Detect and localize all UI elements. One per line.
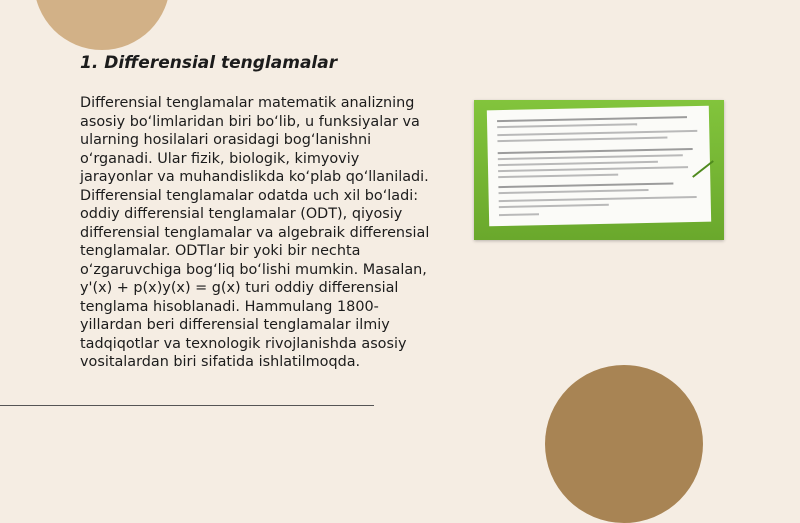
slide-title: 1. Differensial tenglamalar bbox=[80, 53, 338, 73]
divider-line bbox=[0, 405, 374, 406]
slide-body-text: Differensial tenglamalar matematik analizning asosiy bo‘limlaridan biri bo‘lib, u funksiyalar va ularning hosilalari orasidagi bog‘lanishni o‘rganadi. Ular fizik, biologik, kimyoviy jarayonlar va muhandislikda ko‘plab qo‘llaniladi. Differensial tenglamalar odatda uch xil bo‘ladi: oddiy differensial tenglamalar (ODT), qiyosiy differensial tenglamalar va algebraik differensial tenglamalar. ODTlar bir yoki bir nechta o‘zgaruvchiga bog‘liq bo‘lishi mumkin. Masalan, y'(x) + p(x)y(x) = g(x) turi oddiy differensial tenglama hisoblanadi. Hammulang 1800-yillardan beri differensial tenglamalar ilmiy tadqiqotlar va texnologik rivojlanishda asosiy vositalardan biri sifatida ishlatilmoqda. bbox=[80, 95, 430, 370]
decorative-circle-bottom bbox=[545, 365, 703, 523]
decorative-circle-top bbox=[34, 0, 170, 50]
document-image bbox=[474, 100, 724, 240]
document-page bbox=[487, 106, 711, 227]
